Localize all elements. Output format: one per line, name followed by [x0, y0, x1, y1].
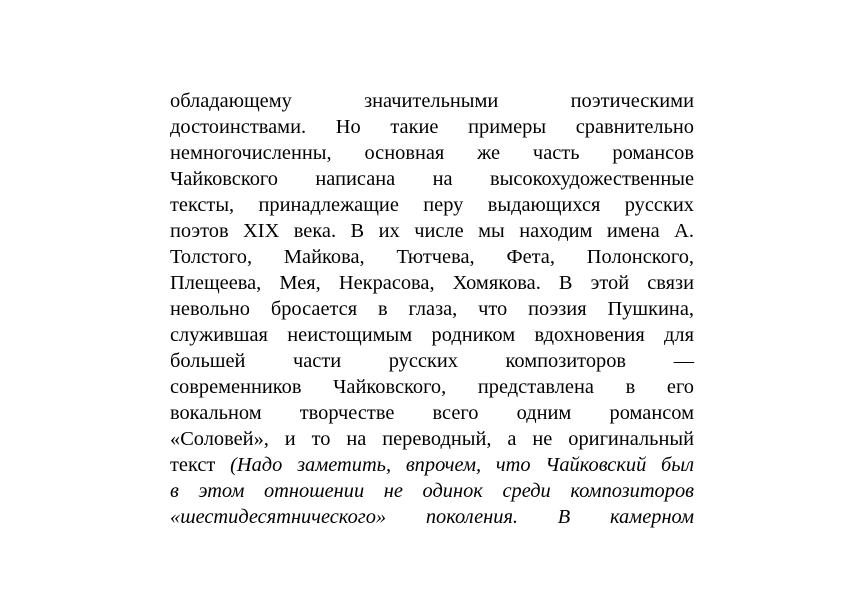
- text-line: большей части русских композиторов —: [170, 350, 694, 372]
- text-line-italic: «шестидесятнического» поколения. В камерном: [170, 506, 694, 528]
- text-line: Чайковского написана на высокохудожественные: [170, 168, 694, 190]
- text-line: современников Чайковского, представлена в его: [170, 376, 694, 398]
- text-line: поэтов XIX века. В их числе мы находим имена А.: [170, 220, 694, 242]
- text-line: немногочисленны, основная же часть романсов: [170, 142, 694, 164]
- text-line: тексты, принадлежащие перу выдающихся русских: [170, 194, 694, 216]
- text-line: обладающему значительными поэтическими: [170, 90, 694, 112]
- text-line-mixed: [170, 452, 694, 478]
- text-line: достоинствами. Но такие примеры сравнительно: [170, 116, 694, 138]
- text-segment-normal: текст: [170, 454, 231, 476]
- text-segment-italic: (Надо заметить, впрочем, что Чайковский был: [230, 454, 694, 476]
- body-text: [170, 88, 694, 530]
- text-line: невольно бросается в глаза, что поэзия Пушкина,: [170, 298, 694, 320]
- text-line: служившая неистощимым родником вдохновения для: [170, 324, 694, 346]
- text-line: «Соловей», и то на переводный, а не оригинальный: [170, 428, 694, 450]
- text-line: Толстого, Майкова, Тютчева, Фета, Полонского,: [170, 246, 694, 268]
- text-line: Плещеева, Мея, Некрасова, Хомякова. В этой связи: [170, 272, 694, 294]
- text-line-italic: в этом отношении не одинок среди композиторов: [170, 480, 694, 502]
- text-line: вокальном творчестве всего одним романсом: [170, 402, 694, 424]
